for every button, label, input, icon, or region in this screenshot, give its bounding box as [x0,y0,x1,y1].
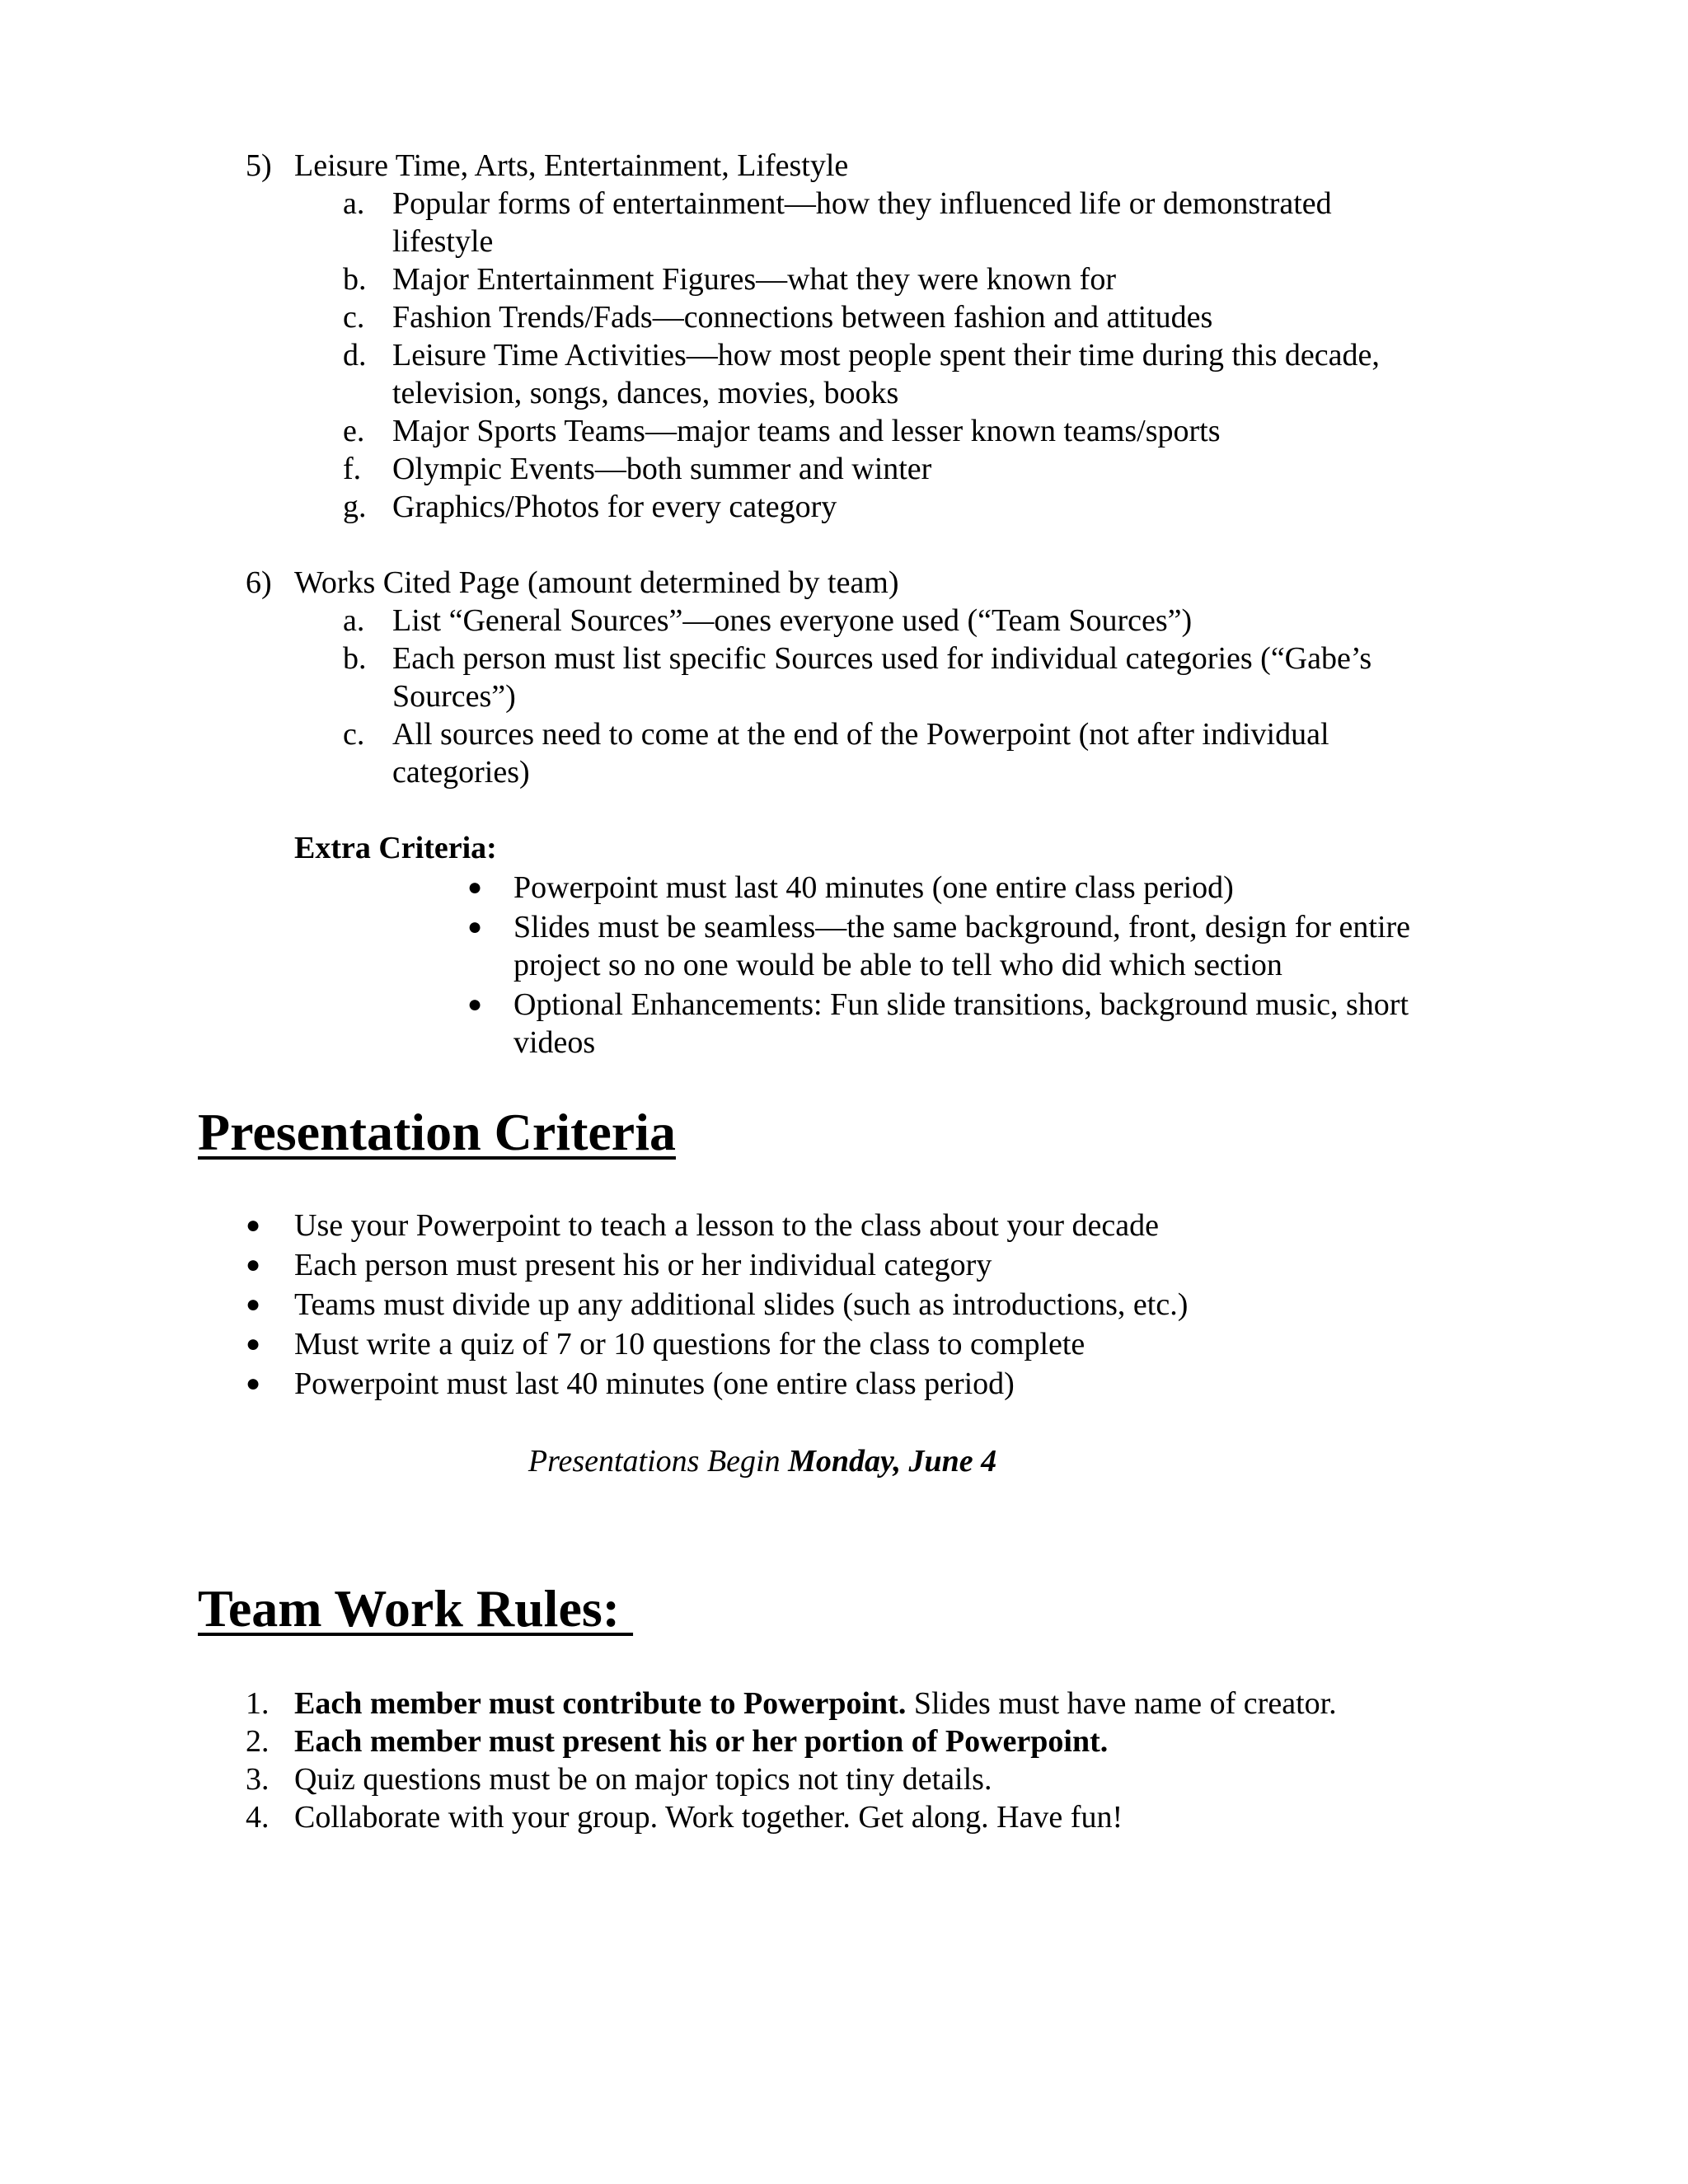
note-prefix: Presentations Begin [528,1444,789,1479]
rule-text [294,1798,1123,1836]
bullet-text: Optional Enhancements: Fun slide transitions, background music, short [513,987,1409,1022]
section-5-title: Leisure Time, Arts, Entertainment, Lifestyle [294,148,849,183]
bullet-icon: ● [246,1370,261,1397]
item-marker: a. [343,186,365,221]
bullet-text: Teams must divide up any additional slides (such as introductions, etc.) [294,1287,1189,1322]
item-marker: b. [343,641,367,676]
item-text: Sources”) [392,679,516,714]
item-text: categories) [392,755,530,790]
rule-text [294,1722,1108,1760]
item-text: Olympic Events—both summer and winter [392,452,932,486]
bullet-icon: ● [246,1330,261,1357]
rule-rest: Collaborate with your group. Work together. Get along. Have fun! [294,1800,1123,1835]
presentation-date-note [0,1442,1525,1480]
item-text: Major Sports Teams—major teams and lesser known teams/sports [392,414,1221,448]
item-text: Major Entertainment Figures—what they were known for [392,262,1116,297]
rule-number: 1. [246,1686,270,1721]
extra-criteria-label: Extra Criteria: [294,831,497,865]
item-text: Leisure Time Activities—how most people spent their time during this decade, [392,338,1380,373]
item-marker: d. [343,338,367,373]
item-text: Fashion Trends/Fads—connections between fashion and attitudes [392,300,1213,335]
item-text: television, songs, dances, movies, books [392,376,899,410]
section-5-number: 5) [246,148,272,183]
note-date: Monday, June 4 [788,1444,997,1479]
item-text: List “General Sources”—ones everyone used (“Team Sources”) [392,603,1193,638]
bullet-icon: ● [246,1212,261,1239]
bullet-icon: ● [246,1251,261,1278]
rule-number: 4. [246,1800,270,1835]
bullet-text: Powerpoint must last 40 minutes (one entire class period) [294,1366,1015,1401]
bullet-text: videos [513,1025,596,1060]
bullet-icon: ● [467,991,483,1018]
bullet-text: project so no one would be able to tell who did which section [513,948,1282,982]
rule-rest: Slides must have name of creator. [906,1686,1337,1721]
rule-text [294,1685,1337,1722]
item-marker: f. [343,452,362,486]
rule-text [294,1760,992,1798]
item-marker: g. [343,490,367,524]
item-text: All sources need to come at the end of the Powerpoint (not after individual [392,717,1329,752]
item-text: Popular forms of entertainment—how they influenced life or demonstrated [392,186,1332,221]
bullet-icon: ● [467,913,483,940]
item-marker: a. [343,603,365,638]
bullet-text: Slides must be seamless—the same background, front, design for entire [513,910,1411,944]
section-6-number: 6) [246,565,272,600]
item-marker: b. [343,262,367,297]
bullet-icon: ● [467,874,483,901]
team-work-rules-heading: Team Work Rules: [198,1579,634,1638]
rule-number: 2. [246,1724,270,1759]
bullet-text: Must write a quiz of 7 or 10 questions for the class to complete [294,1327,1085,1361]
bullet-icon: ● [246,1291,261,1318]
bullet-text: Each person must present his or her individual category [294,1248,992,1282]
rule-number: 3. [246,1762,270,1797]
item-marker: e. [343,414,365,448]
item-text: Graphics/Photos for every category [392,490,837,524]
rule-bold: Each member must contribute to Powerpoint. [294,1686,907,1721]
bullet-text: Powerpoint must last 40 minutes (one entire class period) [513,870,1234,905]
item-text: Each person must list specific Sources used for individual categories (“Gabe’s [392,641,1372,676]
section-6-title: Works Cited Page (amount determined by team) [294,565,899,600]
presentation-criteria-heading: Presentation Criteria [198,1103,676,1161]
item-marker: c. [343,300,365,335]
rule-rest: Quiz questions must be on major topics not tiny details. [294,1762,992,1797]
item-marker: c. [343,717,365,752]
bullet-text: Use your Powerpoint to teach a lesson to the class about your decade [294,1208,1159,1243]
item-text: lifestyle [392,224,494,259]
rule-bold: Each member must present his or her portion of Powerpoint. [294,1724,1109,1759]
